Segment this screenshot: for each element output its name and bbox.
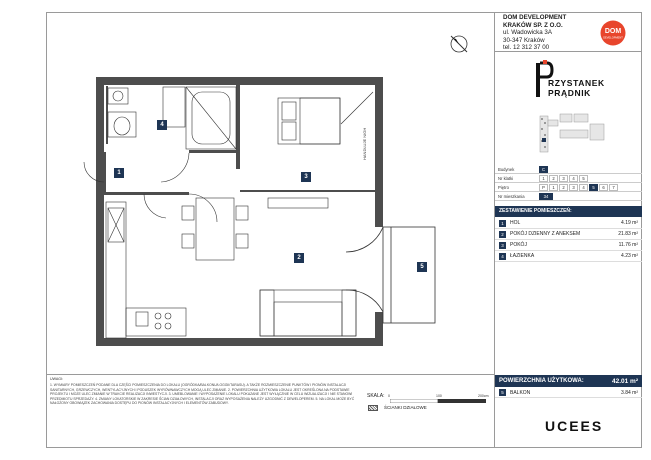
room-name: HOL: [510, 220, 521, 226]
selector-cell: 2: [559, 184, 568, 191]
balcony-number: 5: [499, 389, 506, 396]
selector-cell: 2: [549, 175, 558, 182]
room-row: [495, 251, 642, 262]
balcony-area: 3.84 m²: [621, 389, 638, 396]
room-row: [495, 229, 642, 240]
living-furniture: [182, 198, 356, 336]
developer-line: 30-347 Kraków: [503, 36, 545, 44]
selector-cell: 5: [579, 175, 588, 182]
balcony-name: BALKON: [510, 389, 531, 396]
room-area: 4.19 m²: [621, 220, 638, 226]
ucees-logo: UCEES: [545, 418, 604, 434]
room-row: [495, 218, 642, 229]
developer-line: DOM DEVELOPMENT: [503, 14, 567, 21]
room-area: 4.23 m²: [621, 253, 638, 259]
scale-bar: [390, 399, 486, 403]
balcony: [346, 227, 435, 323]
selector-row-staircase: [495, 174, 642, 183]
floor-plan-drawing: [46, 12, 494, 374]
selector-row-apartment: [495, 192, 642, 201]
selector-cell: 4: [579, 184, 588, 191]
rooms-header: ZESTAWIENIE POMIESZCZEŃ:: [495, 206, 642, 217]
bathroom-fixtures: [108, 87, 236, 149]
scale-tick: 100: [436, 394, 442, 398]
dom-development-logo: [596, 20, 630, 46]
project-title-line2: PRĄDNIK: [548, 88, 591, 98]
selector-label: Nr mieszkania: [498, 193, 525, 199]
selector-cell: 1: [539, 175, 548, 182]
partition-wall-swatch: [368, 405, 378, 411]
interior-walls: [104, 85, 375, 195]
room-name: ŁAZIENKA: [510, 253, 535, 259]
developer-line: ul. Wadowicka 3A: [503, 29, 552, 37]
room-tag-1: 1: [114, 168, 124, 178]
selector-cell: 4: [569, 175, 578, 182]
room-tag-5: 5: [417, 262, 427, 272]
selector-cell: 3: [559, 175, 568, 182]
developer-line: KRAKÓW SP. Z O.O.: [503, 21, 563, 29]
selector-row-floor: [495, 183, 642, 192]
notes-title: UWAGI:: [50, 377, 64, 381]
compass-icon: [451, 36, 467, 52]
selector-cell: C: [539, 166, 548, 173]
building-key-plan: [530, 110, 614, 158]
selector-cell: 3: [569, 184, 578, 191]
room-tag-4: 4: [157, 120, 167, 130]
room-tag-3: 3: [301, 172, 311, 182]
room-number: 4: [499, 253, 506, 260]
svg-text:DOM: DOM: [604, 28, 622, 35]
room-row: [495, 240, 642, 251]
selector-cell: 1: [549, 184, 558, 191]
selector-cell: 5: [589, 184, 598, 191]
room-name: POKÓJ DZIENNY Z ANEKSEM: [510, 231, 581, 237]
project-title: [548, 78, 605, 98]
legend-label: ŚCIANKI DZIAŁOWE: [384, 405, 427, 410]
developer-info: [503, 14, 566, 52]
room-name: POKÓJ: [510, 242, 527, 248]
selector-cell: 34: [539, 193, 553, 200]
selector-cell: 7: [609, 184, 618, 191]
room-number: 1: [499, 220, 506, 227]
selector-cell: P: [539, 184, 548, 191]
selector-label: Nr klatki: [498, 175, 514, 181]
total-value: 42.01 m²: [611, 377, 638, 385]
room-number: 3: [499, 242, 506, 249]
room-number: 2: [499, 231, 506, 238]
scale-label: SKALA:: [367, 393, 385, 399]
selector-cell: 6: [599, 184, 608, 191]
scale-tick: 0: [388, 394, 390, 398]
notes-text: 1. WYMIARY POMIESZCZEŃ PODANE DLA CZĘŚCI POMIESZCZENIA DO LOKALU (OGRÓDKA/BALKONU/LOGGII/TARASU). A TAKŻE ROZMIESZCZENIE PUNKTÓW I PIONÓW INSTALACJI SANITARNYCH, GRZEWCZYCH, WENTYLACYJNYCH I PODUSZEK WYRÓWNAWCZYCH MOGĄ ULEC ZMIANIE. 2. POWIERZCHNIA UŻYTKOWA LOKALU JEST OKREŚLONA NA PODSTAWIE PROJEKTU I MOŻE ULEC ZMIANIE W TRAKCIE REALIZACJI INWESTYCJI. 3. UMEBLOWANIE I WYPOSAŻENIE LOKALU POKAZANE JEST WYŁĄCZNIE W CELU WIZUALIZACJI I NIE STANOWI PRZEDMIOTU SPRZEDAŻY. 4. ZMIANY LOKATORSKIE W ZAKRESIE ŚCIAN DZIAŁOWYCH, INSTALACJI ORAZ WYPOSAŻENIA NALEŻY UZGODNIĆ Z DEWELOPEREM. 5. NA LOKAL MOŻE BYĆ NAŁOŻONY OBOWIĄZEK ZACHOWANIA DOSTĘPU DO PIONÓW INSTALACYJNYCH I ELEMENTÓW ZABUDOWY.: [50, 383, 355, 405]
dimension-label: HANDLUJE NIGH: [362, 127, 367, 160]
usable-area-total: [495, 375, 642, 387]
balcony-row: [495, 388, 642, 398]
project-title-line1: RZYSTANEK: [548, 78, 605, 88]
selector-label: Budynek: [498, 166, 515, 172]
scale-tick: 200cm: [478, 394, 489, 398]
apartment-selector: [495, 165, 642, 201]
selector-row-building: [495, 165, 642, 174]
room-tag-2: 2: [294, 253, 304, 263]
room-area: 11.76 m²: [618, 242, 638, 248]
selector-label: Piętro: [498, 184, 509, 190]
developer-line: tel. 12 312 37 00: [503, 44, 550, 52]
kitchen-fixtures: [106, 202, 186, 338]
total-label: POWIERZCHNIA UŻYTKOWA:: [499, 378, 584, 384]
room-area: 21.83 m²: [618, 231, 638, 237]
footer-divider: [46, 374, 494, 375]
svg-text:DEVELOPMENT: DEVELOPMENT: [603, 36, 623, 40]
